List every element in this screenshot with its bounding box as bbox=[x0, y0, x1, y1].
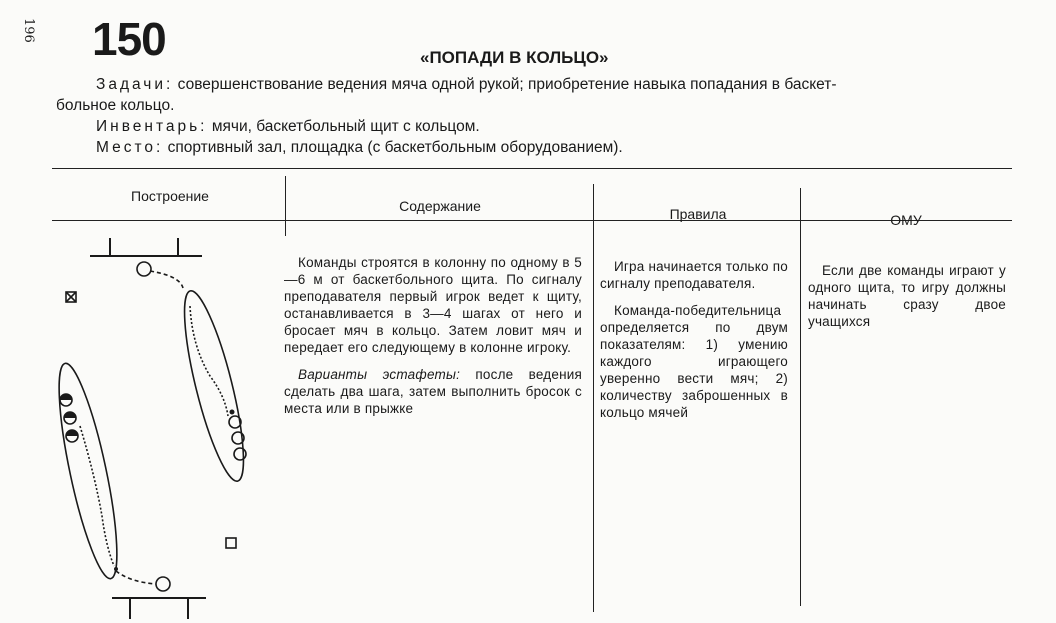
header-omu: ОМУ bbox=[890, 212, 922, 228]
equipment-text: мячи, баскетбольный щит с кольцом. bbox=[211, 118, 480, 135]
tasks-line bbox=[56, 74, 1016, 95]
tasks-line-2: больное кольцо. bbox=[56, 97, 175, 114]
rules-paragraph-1: Игра начинается только по сигналу преподавателя. bbox=[600, 259, 788, 291]
place-label: Место: bbox=[96, 139, 164, 156]
content-paragraph-2 bbox=[284, 366, 582, 417]
equipment-label: Инвентарь: bbox=[96, 118, 208, 135]
game-number: 150 bbox=[92, 13, 166, 65]
header-formation: Построение bbox=[131, 188, 209, 204]
content-paragraph-1: Команды строятся в колонну по одному в 5—6 м от баскетбольного щита. По сигналу преподавателя первый игрок ведет к щиту, останавливается в 3—4 шагах от него и бросает мяч в кольцо. Затем ловит мяч и передает его следующему в колонне игроку. bbox=[284, 255, 582, 355]
column-divider-1 bbox=[285, 176, 286, 236]
rules-column bbox=[600, 258, 788, 431]
rules-paragraph-2: Команда-победительница определяется по двум показателям: 1) умению каждого играющего уверенно вести мяч; 2) количеству заброшенных в кольцо мячей bbox=[600, 303, 788, 420]
header-content: Содержание bbox=[399, 198, 481, 214]
square-marker bbox=[226, 538, 236, 548]
omu-paragraph-1: Если две команды играют у одного щита, то игру должны начинать сразу двое учащихся bbox=[808, 263, 1006, 329]
bottom-pass-path bbox=[116, 571, 156, 584]
tasks-text: совершенствование ведения мяча одной рукой; приобретение навыка попадания в баскет- bbox=[177, 76, 837, 93]
variants-text: после ведения сделать два шага, затем выполнить бросок с места или в прыжке bbox=[284, 367, 583, 416]
table-top-rule bbox=[52, 168, 1012, 169]
top-pass-path bbox=[150, 271, 183, 288]
right-team-ellipse bbox=[173, 287, 255, 486]
place-text: спортивный зал, площадка (с баскетбольным оборудованием). bbox=[167, 139, 623, 156]
column-divider-3 bbox=[800, 188, 801, 606]
game-title: «ПОПАДИ В КОЛЬЦО» bbox=[420, 48, 609, 67]
bottom-dribble-path bbox=[80, 426, 114, 566]
page-number: 196 bbox=[21, 18, 36, 43]
content-column bbox=[284, 254, 582, 427]
top-dribble-path bbox=[190, 306, 228, 416]
header-rules: Правила bbox=[669, 206, 727, 222]
top-hoop bbox=[137, 262, 151, 276]
tasks-label: Задачи: bbox=[96, 76, 174, 93]
place-line bbox=[56, 137, 1016, 158]
left-team-ellipse bbox=[48, 360, 129, 583]
column-divider-2 bbox=[593, 184, 594, 612]
omu-column bbox=[808, 262, 1006, 340]
variants-label: Варианты эстафеты: bbox=[298, 367, 461, 382]
equipment-line bbox=[56, 116, 1016, 137]
formation-diagram bbox=[40, 226, 260, 621]
bottom-hoop bbox=[156, 577, 170, 591]
game-meta bbox=[56, 74, 1016, 158]
right-player-3 bbox=[234, 448, 246, 460]
